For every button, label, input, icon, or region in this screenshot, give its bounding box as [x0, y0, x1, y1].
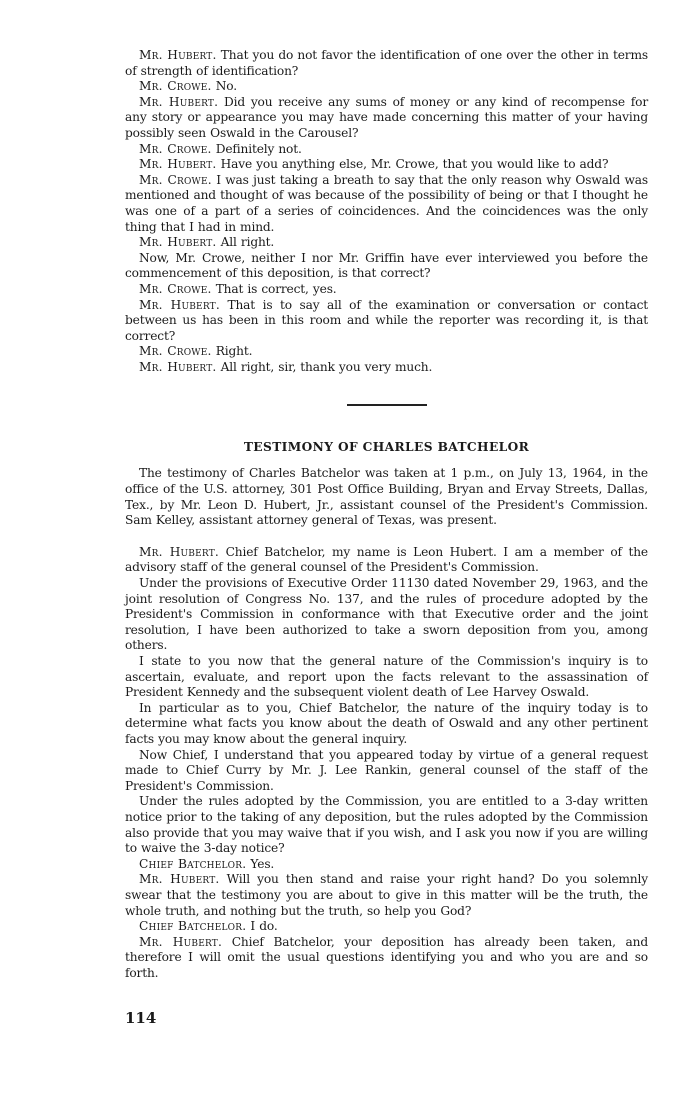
section-divider: [347, 404, 427, 406]
speaker-name: Mr. Hubert.: [139, 235, 217, 250]
paragraph-text: Did you receive any sums of money or any kind of recompense for any story or appearance you may have made concerning this matter of your having possibly seen Oswald in the Carousel?: [125, 94, 648, 140]
speaker-name: Mr. Hubert.: [139, 934, 223, 949]
speaker-name: Mr. Crowe.: [139, 141, 212, 156]
paragraph-text: I was just taking a breath to say that the only reason why Oswald was mentioned and thought of was because of the possibility of being or that I thought he was one of a part of a series of coincidences. And the coincidences was the only thing that I had in mind.: [125, 172, 649, 234]
paragraph: [125, 344, 648, 360]
paragraph-text: Now, Mr. Crowe, neither I nor Mr. Griffin have ever interviewed you before the commencement of this deposition, is that correct?: [125, 250, 648, 281]
speaker-name: Mr. Hubert.: [139, 48, 217, 62]
paragraph-text: All right, sir, thank you very much.: [216, 359, 433, 374]
speaker-name: Chief Batchelor.: [139, 856, 247, 871]
paragraph-text: Have you anything else, Mr. Crowe, that you would like to add?: [216, 157, 609, 172]
paragraph-text: Right.: [211, 344, 253, 359]
paragraph-text: Under the provisions of Executive Order 11130 dated November 29, 1963, and the joint resolution of Congress No. 137, and the rules of procedure adopted by the President's Commission in conformance with that Executive order and the joint resolution, I have been authorized to take a sworn deposition from you, among others.: [125, 576, 648, 653]
speaker-name: Mr. Hubert.: [139, 94, 219, 109]
paragraph: [125, 794, 648, 856]
paragraph: [125, 545, 648, 576]
speaker-name: Mr. Crowe.: [139, 79, 212, 94]
paragraph: [125, 48, 648, 79]
paragraph: [125, 576, 648, 654]
speaker-name: Mr. Crowe.: [139, 344, 212, 359]
paragraph: [125, 935, 648, 982]
paragraph: [125, 857, 648, 873]
paragraph-text: That you do not favor the identification of one over the other in terms of strength of identification?: [125, 48, 648, 78]
paragraph-text: I do.: [246, 919, 278, 934]
speaker-name: Mr. Hubert.: [139, 297, 220, 312]
paragraph: [125, 157, 648, 173]
speaker-name: Mr. Hubert.: [139, 872, 220, 887]
speaker-name: Chief Batchelor.: [139, 919, 247, 934]
paragraph-text: Definitely not.: [211, 141, 302, 156]
paragraph: [125, 919, 648, 935]
paragraph-text: That is correct, yes.: [211, 281, 337, 296]
paragraph-text: Will you then stand and raise your right hand? Do you solemnly swear that the testimony you are about to give in this matter will be the truth, the whole truth, and nothing but the truth, so help you God?: [125, 872, 648, 918]
section-heading: TESTIMONY OF CHARLES BATCHELOR: [243, 440, 530, 455]
paragraph-text: Chief Batchelor, my name is Leon Hubert. I am a member of the advisory staff of the general counsel of the President's Commission.: [125, 544, 648, 575]
paragraph: [125, 872, 648, 919]
paragraph: [125, 79, 648, 95]
speaker-name: Mr. Crowe.: [139, 172, 212, 187]
paragraph: [125, 654, 648, 701]
speaker-name: Mr. Crowe.: [139, 281, 212, 296]
paragraph: [125, 95, 648, 142]
paragraph-text: Now Chief, I understand that you appeared today by virtue of a general request made to Chief Curry by Mr. J. Lee Rankin, general counsel of the staff of the President's Commission.: [125, 747, 648, 793]
paragraph: [125, 142, 648, 158]
speaker-name: Mr. Hubert.: [139, 544, 219, 559]
paragraph-text: That is to say all of the examination or conversation or contact between us has been in this room and while the reporter was recording it, is that correct?: [125, 297, 648, 343]
paragraph: [125, 251, 648, 282]
paragraph-text: No.: [211, 79, 237, 94]
speaker-name: Mr. Hubert.: [139, 157, 217, 172]
paragraph-text: Chief Batchelor, your deposition has already been taken, and therefore I will omit the usual questions identifying you and who you are and so forth.: [125, 934, 649, 980]
document-page: [125, 48, 648, 981]
paragraph-text: Yes.: [246, 856, 275, 871]
crowe-testimony-section: [125, 48, 648, 375]
paragraph: [125, 298, 648, 345]
paragraph: [125, 360, 648, 376]
speaker-name: Mr. Hubert.: [139, 359, 217, 374]
paragraph-text: Under the rules adopted by the Commission, you are entitled to a 3-day written notice prior to the taking of any deposition, but the rules adopted by the Commission also provide that you may waive that if you wish, and I ask you now if you are willing to waive the 3-day notice?: [125, 794, 648, 856]
paragraph: [125, 173, 648, 235]
paragraph-text: I state to you now that the general nature of the Commission's inquiry is to ascertain, evaluate, and report upon the facts relevant to the assassination of President Kennedy and the subsequent violent death of Lee Harvey Oswald.: [125, 654, 648, 700]
intro-paragraph: The testimony of Charles Batchelor was taken at 1 p.m., on July 13, 1964, in the office of the U.S. attorney, 301 Post Office Building, Bryan and Ervay Streets, Dallas, Tex., by Mr. Leon D. Hubert, Jr., assistant counsel of the President's Commission. Sam Kelley, assistant attorney general of Texas, was present.: [125, 466, 648, 528]
paragraph: [125, 701, 648, 748]
paragraph-text: All right.: [216, 235, 275, 250]
paragraph: [125, 282, 648, 298]
paragraph: [125, 235, 648, 251]
paragraph-text: In particular as to you, Chief Batchelor, the nature of the inquiry today is to determine what facts you know about the death of Oswald and any other pertinent facts you may know about the general inquiry.: [125, 700, 648, 746]
paragraph: [125, 748, 648, 795]
page-number: 114: [125, 1009, 157, 1027]
batchelor-testimony-section: [125, 545, 648, 982]
